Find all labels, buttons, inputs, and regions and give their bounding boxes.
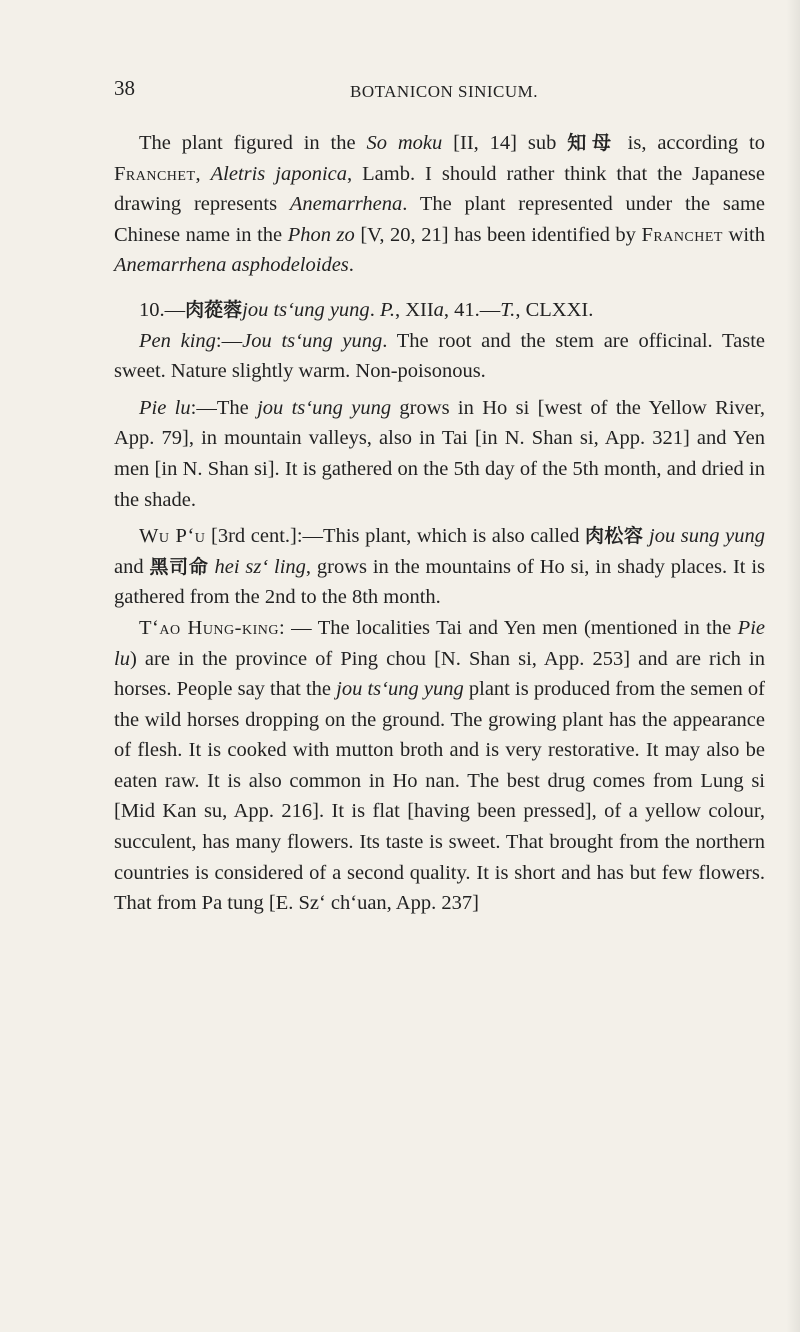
body-text <box>114 128 765 919</box>
text-run: grows in Ho si [west of the Yellow River, App. 79], in mountain valleys, also in Tai [in N. Shan si, App. 321] and Yen men [in N. Shan si]. It is gathered on the 5th day of the 5th month, and dried in the shade. <box>114 396 765 511</box>
book-title-phon-zo: Phon zo <box>287 223 355 246</box>
text-run: , 41.— <box>443 298 501 321</box>
text-run: , CLXXI. <box>515 298 594 321</box>
chinese-characters: 肉松容 <box>584 525 644 548</box>
romanized-name: Jou ts‘ung yung <box>242 329 383 352</box>
text-run: is, according to <box>616 132 765 154</box>
book-title-so-moku: So moku <box>366 132 443 154</box>
text-run: [3rd cent.]:—This plant, which is also called <box>205 525 585 548</box>
text-run: , grows in the mountains of Ho si, in shady places. It is gathered from the 2nd to the 8th month. <box>114 555 765 609</box>
romanized-name: jou ts‘ung yung <box>242 298 370 321</box>
page-edge-shadow <box>786 0 800 1332</box>
genus-name: Anemarrhena <box>289 193 403 216</box>
paragraph-so-moku <box>114 128 765 281</box>
chinese-characters: 黑司命 <box>149 555 209 578</box>
romanized-name: jou ts‘ung yung <box>336 678 464 701</box>
chinese-characters: 肉蓯蓉 <box>185 298 243 321</box>
page-number: 38 <box>114 76 135 100</box>
text-run: , <box>195 162 211 185</box>
text-run: and <box>114 555 150 578</box>
text-run: , Lamb. I should rather think that the Japanese drawing represents <box>114 162 766 216</box>
paragraph-pen-king <box>114 326 765 387</box>
paragraph-wu-pu <box>114 521 765 613</box>
text-run: ) are in the province of Ping chou [N. Shan si, App. 253] and are rich in horses. People say that the <box>114 647 765 701</box>
reference-abbrev: T. <box>500 298 516 321</box>
author-name: T‘ao Hung-king <box>139 616 279 639</box>
reference-abbrev: a <box>433 298 444 321</box>
text-run: [II, 14] sub <box>442 132 568 154</box>
running-head: BOTANICON SINICUM. <box>350 82 539 101</box>
text-run: :—The <box>190 396 258 419</box>
source-title: Pie lu <box>114 616 765 670</box>
text-run: : — The localities Tai and Yen men (mentioned in the <box>278 616 738 639</box>
source-title: Pie lu <box>139 396 191 419</box>
text-run: plant is produced from the semen of the wild horses dropping on the ground. The growing plant has the appearance of flesh. It is cooked with mutton broth and is very restorative. It may also be eaten raw. It is also common in Ho nan. The best drug comes from Lung si [Mid Kan su, App. 216]. It is flat [having been pressed], of a yellow colour, succulent, has many flowers. Its taste is sweet. That brought from the northern countries is considered of a second quality. It is short and has but few flowers. That from Pa tung [E. Sz‘ ch‘uan, App. 237] <box>114 678 766 915</box>
romanized-name: jou ts‘ung yung <box>257 396 392 419</box>
page-header <box>114 76 764 110</box>
author-name: Franchet <box>641 223 723 246</box>
entry-number: 10.— <box>139 298 186 321</box>
species-name: Anemarrhena asphodeloides <box>114 254 349 277</box>
text-run: , XII <box>394 298 434 321</box>
text-run: [V, 20, 21] has been identified by <box>354 223 642 246</box>
species-name: Aletris japonica <box>210 162 348 185</box>
reference-abbrev: P. <box>379 298 395 321</box>
paragraph-pie-lu <box>114 393 765 515</box>
text-run: with <box>722 223 765 246</box>
romanized-name: jou sung yung <box>649 525 765 548</box>
entry-heading-10 <box>114 295 765 326</box>
chinese-characters: 知母 <box>567 132 617 154</box>
text-run: The plant figured in the <box>139 132 367 154</box>
romanized-name: hei sz‘ ling <box>214 555 306 578</box>
source-title: Pen king <box>139 329 216 352</box>
text-run: . The root and the stem are officinal. Taste sweet. Nature slightly warm. Non-poisonous. <box>114 329 765 383</box>
text-run: . <box>369 298 380 321</box>
paragraph-tao-hung-king <box>114 613 765 919</box>
author-name: Wu P‘u <box>139 525 206 548</box>
text-run: . The plant represented under the same Chinese name in the <box>114 193 765 246</box>
author-name: Franchet <box>114 162 196 185</box>
text-run: :— <box>215 329 243 352</box>
text-run: . <box>348 254 354 277</box>
